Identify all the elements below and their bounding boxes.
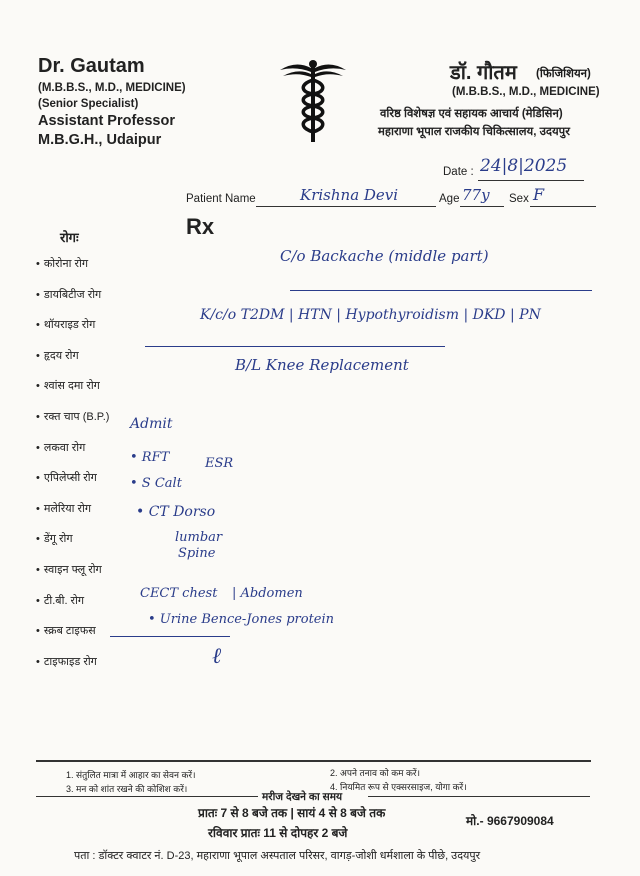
note-test-esr: ESR (205, 456, 234, 471)
list-item: • लकवा रोग (36, 440, 136, 471)
advice-3: 3. मन को शांत रखने की कोशिश करें। (66, 784, 188, 794)
list-item: • हृदय रोग (36, 348, 136, 379)
timing-heading: मरीज देखने का समय (262, 791, 343, 803)
disease-heading: रोगः (60, 230, 79, 245)
sex-label: Sex (509, 193, 529, 205)
date-value: 24|8|2025 (480, 156, 568, 176)
hospital-hi: महाराणा भूपाल राजकीय चिकित्सालय, उदयपुर (378, 126, 570, 138)
caduceus-icon (278, 56, 348, 146)
list-item: • स्क्रब टाइफस (36, 623, 136, 654)
list-item: • थॉयराइड रोग (36, 317, 136, 348)
timing-sunday: रविवार प्रातः 11 से दोपहर 2 बजे (208, 826, 348, 840)
advice-4: 4. नियमित रूप से एक्सरसाइज, योगा करें। (330, 782, 467, 792)
note-complaint: C/o Backache (middle part) (280, 247, 489, 265)
hospital-en: M.B.G.H., Udaipur (38, 132, 162, 148)
degrees-en: (M.B.B.S., M.D., MEDICINE) (38, 82, 186, 94)
note-spine: Spine (178, 546, 216, 561)
doctor-name-en: Dr. Gautam (38, 55, 145, 77)
list-item: • टी.बी. रोग (36, 593, 136, 624)
disease-list (36, 256, 136, 684)
list-item: • स्वाइन फ्लू रोग (36, 562, 136, 593)
note-test-ct: • CT Dorso (136, 504, 216, 520)
advice-1: 1. संतुलित मात्रा में आहार का सेवन करें। (66, 770, 196, 780)
list-item: • टाइफाइड रोग (36, 654, 136, 685)
rx-label: Rx (186, 214, 215, 239)
age-value: 77y (462, 186, 490, 204)
age-label: Age (439, 193, 460, 205)
note-urine-test: • Urine Bence-Jones protein (148, 612, 335, 627)
degrees-hi: (M.B.B.S., M.D., MEDICINE) (452, 86, 600, 98)
sex-value: F (533, 185, 545, 204)
mobile-number: मो.- 9667909084 (466, 814, 554, 828)
date-label: Date : (443, 166, 474, 178)
list-item: • डेंगू रोग (36, 531, 136, 562)
list-item: • श्वांस दमा रोग (36, 378, 136, 409)
note-test-scalt: • S Calt (130, 476, 182, 491)
patient-name-label: Patient Name (186, 193, 256, 205)
list-item: • एपिलेप्सी रोग (36, 470, 136, 501)
signature-mark: ℓ (212, 644, 222, 669)
list-item: • कोरोना रोग (36, 256, 136, 287)
address: पता : डॉक्टर क्वाटर नं. D-23, महाराणा भूपाल अस्पताल परिसर, वागड़-जोशी धर्मशाला के पीछे, उदयपुर (74, 850, 481, 862)
advice-2: 2. अपने तनाव को कम करें। (330, 768, 420, 778)
timing-weekday: प्रातः 7 से 8 बजे तक | सायं 4 से 8 बजे तक (198, 806, 386, 820)
list-item: • डायबिटीज रोग (36, 287, 136, 318)
position-en: Assistant Professor (38, 113, 175, 129)
specialty-hi: (फिजिशियन) (536, 68, 591, 80)
note-surgery: B/L Knee Replacement (235, 356, 409, 374)
doctor-name-hi: डॉ. गौतम (450, 62, 517, 84)
patient-name-value: Krishna Devi (300, 186, 399, 204)
note-admit: Admit (130, 416, 173, 432)
position-hi: वरिष्ठ विशेषज्ञ एवं सहायक आचार्य (मेडिसिन) (380, 108, 563, 120)
note-history: K/c/o T2DM | HTN | Hypothyroidism | DKD | PN (200, 307, 541, 323)
note-test-rft: • RFT (130, 450, 170, 465)
list-item: • रक्त चाप (B.P.) (36, 409, 136, 440)
note-abdomen: | Abdomen (232, 586, 303, 601)
title-en: (Senior Specialist) (38, 98, 139, 110)
note-lumbar: lumbar (175, 530, 223, 545)
list-item: • मलेरिया रोग (36, 501, 136, 532)
note-cect: CECT chest (140, 586, 218, 601)
